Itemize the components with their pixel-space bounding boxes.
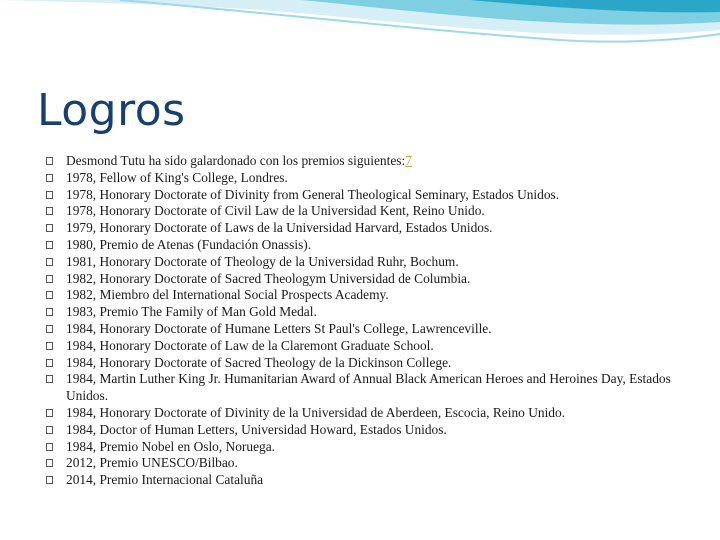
list-item-text: 1984, Honorary Doctorate of Humane Letters St Paul's College, Lawrenceville. [66, 320, 492, 336]
list-item-text: 1980, Premio de Atenas (Fundación Onassis). [66, 236, 312, 252]
list-item-text: 1984, Honorary Doctorate of Sacred Theology de la Dickinson College. [66, 354, 452, 370]
bullet-square-icon [46, 157, 53, 165]
list-item-text: 1978, Honorary Doctorate of Civil Law de la Universidad Kent, Reino Unido. [66, 203, 485, 219]
bullet-square-icon [46, 375, 53, 383]
bullet-square-icon [46, 443, 53, 451]
bullet-square-icon [46, 174, 53, 182]
bullet-square-icon [46, 359, 53, 367]
header-wave-decoration [0, 0, 720, 70]
list-item [46, 321, 706, 338]
list-item [46, 455, 706, 472]
list-item-text: 1984, Martin Luther King Jr. Humanitarian Award of Annual Black American Heroes and Heroines Day, Estados Unidos. [66, 371, 671, 404]
list-item-text: 1978, Honorary Doctorate of Divinity from General Theological Seminary, Estados Unidos. [66, 186, 560, 202]
list-item [46, 220, 706, 237]
list-item-text: 1979, Honorary Doctorate of Laws de la Universidad Harvard, Estados Unidos. [66, 220, 493, 236]
list-item [46, 405, 706, 422]
list-item [46, 187, 706, 204]
list-item [46, 338, 706, 355]
bullet-square-icon [46, 275, 53, 283]
list-item-text: 1981, Honorary Doctorate of Theology de la Universidad Ruhr, Bochum. [66, 253, 459, 269]
bullet-square-icon [46, 258, 53, 266]
list-item [46, 271, 706, 288]
slide-title: Logros [37, 85, 186, 136]
list-item [46, 304, 706, 321]
bullet-square-icon [46, 191, 53, 199]
bullet-square-icon [46, 459, 53, 467]
list-item-text: 2012, Premio UNESCO/Bilbao. [66, 455, 238, 471]
list-item-text: 1982, Miembro del International Social Prospects Academy. [66, 287, 389, 303]
bullet-square-icon [46, 325, 53, 333]
awards-list [46, 153, 706, 489]
list-item-text: 1984, Doctor of Human Letters, Universidad Howard, Estados Unidos. [66, 421, 447, 437]
list-item [46, 237, 706, 254]
list-item-text: 1978, Fellow of King's College, Londres. [66, 169, 288, 185]
list-item [46, 422, 706, 439]
list-item [46, 355, 706, 372]
list-item-text: 1984, Honorary Doctorate of Divinity de la Universidad de Aberdeen, Escocia, Reino Unido. [66, 404, 566, 420]
list-item [46, 153, 706, 170]
list-item-text: 1984, Premio Nobel en Oslo, Noruega. [66, 438, 276, 454]
bullet-square-icon [46, 241, 53, 249]
bullet-square-icon [46, 207, 53, 215]
list-item-text: 1983, Premio The Family of Man Gold Medal. [66, 304, 317, 320]
list-item [46, 254, 706, 271]
list-item-text: 2014, Premio Internacional Cataluña [66, 472, 264, 488]
list-item [46, 371, 706, 405]
bullet-square-icon [46, 476, 53, 484]
bullet-square-icon [46, 409, 53, 417]
bullet-square-icon [46, 224, 53, 232]
bullet-square-icon [46, 342, 53, 350]
bullet-square-icon [46, 291, 53, 299]
list-item [46, 439, 706, 456]
bullet-square-icon [46, 426, 53, 434]
list-item-text: 1982, Honorary Doctorate of Sacred Theologym Universidad de Columbia. [66, 270, 471, 286]
list-item [46, 203, 706, 220]
list-item [46, 170, 706, 187]
reference-link[interactable]: 7 [405, 153, 412, 168]
list-item [46, 287, 706, 304]
list-item-text: Desmond Tutu ha sido galardonado con los premios siguientes: [66, 153, 406, 168]
list-item-text: 1984, Honorary Doctorate of Law de la Claremont Graduate School. [66, 337, 434, 353]
bullet-square-icon [46, 308, 53, 316]
list-item [46, 472, 706, 489]
